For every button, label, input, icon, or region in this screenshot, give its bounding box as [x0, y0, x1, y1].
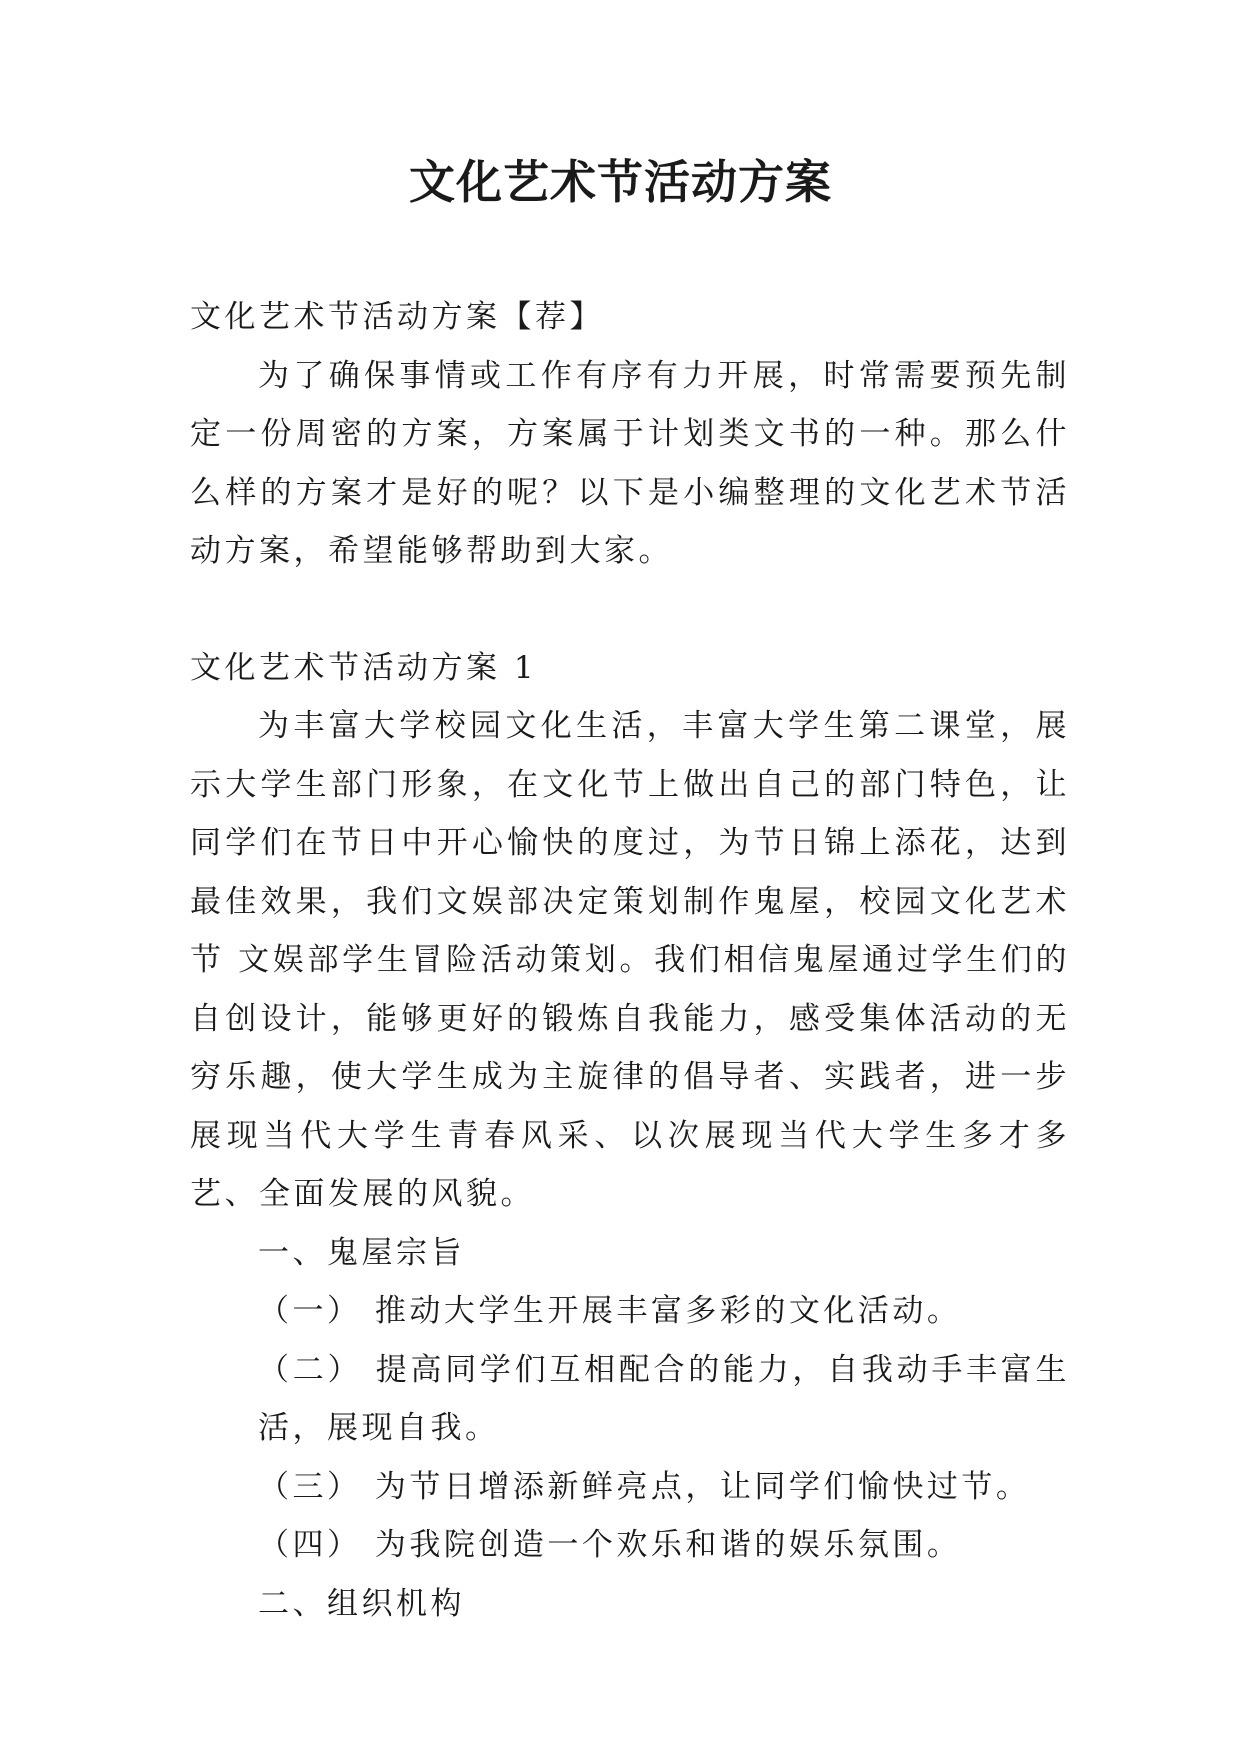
section1-heading: 文化艺术节活动方案 1: [190, 649, 538, 686]
sub-heading-purpose: 一、鬼屋宗旨: [258, 1234, 465, 1271]
list-item: （二） 提高同学们互相配合的能力，自我动手丰富生活，展现自我。: [258, 1351, 1070, 1446]
section1-paragraph: 为丰富大学校园文化生活，丰富大学生第二课堂，展示大学生部门形象，在文化节上做出自己的部门特色，让同学们在节日中开心愉快的度过，为节日锦上添花，达到最佳效果，我们文娱部决定策划制作鬼屋，校园文化艺术节 文娱部学生冒险活动策划。我们相信鬼屋通过学生们的自创设计，能够更好的锻炼自我能力，感受集体活动的无穷乐趣，使大学生成为主旋律的倡导者、实践者，进一步展现当代大学生青春风采、以次展现当代大学生多才多艺、全面发展的风貌。: [190, 708, 1070, 1212]
document-body: [190, 288, 1070, 1633]
list-item: （三） 为节日增添新鲜亮点，让同学们愉快过节。: [258, 1468, 1031, 1505]
list-item: （四） 为我院创造一个欢乐和谐的娱乐氛围。: [258, 1527, 962, 1563]
intro-paragraph: 为了确保事情或工作有序有力开展，时常需要预先制定一份周密的方案，方案属于计划类文书的一种。那么什么样的方案才是好的呢？以下是小编整理的文化艺术节活动方案，希望能够帮助到大家。: [190, 357, 1070, 569]
list-item: （一） 推动大学生开展丰富多彩的文化活动。: [258, 1293, 962, 1329]
document-title: 文化艺术节活动方案: [409, 155, 832, 209]
paragraph-gap: [190, 581, 1070, 639]
sub-heading-organization: 二、组织机构: [258, 1585, 465, 1622]
intro-heading: 文化艺术节活动方案【荐】: [190, 299, 604, 335]
